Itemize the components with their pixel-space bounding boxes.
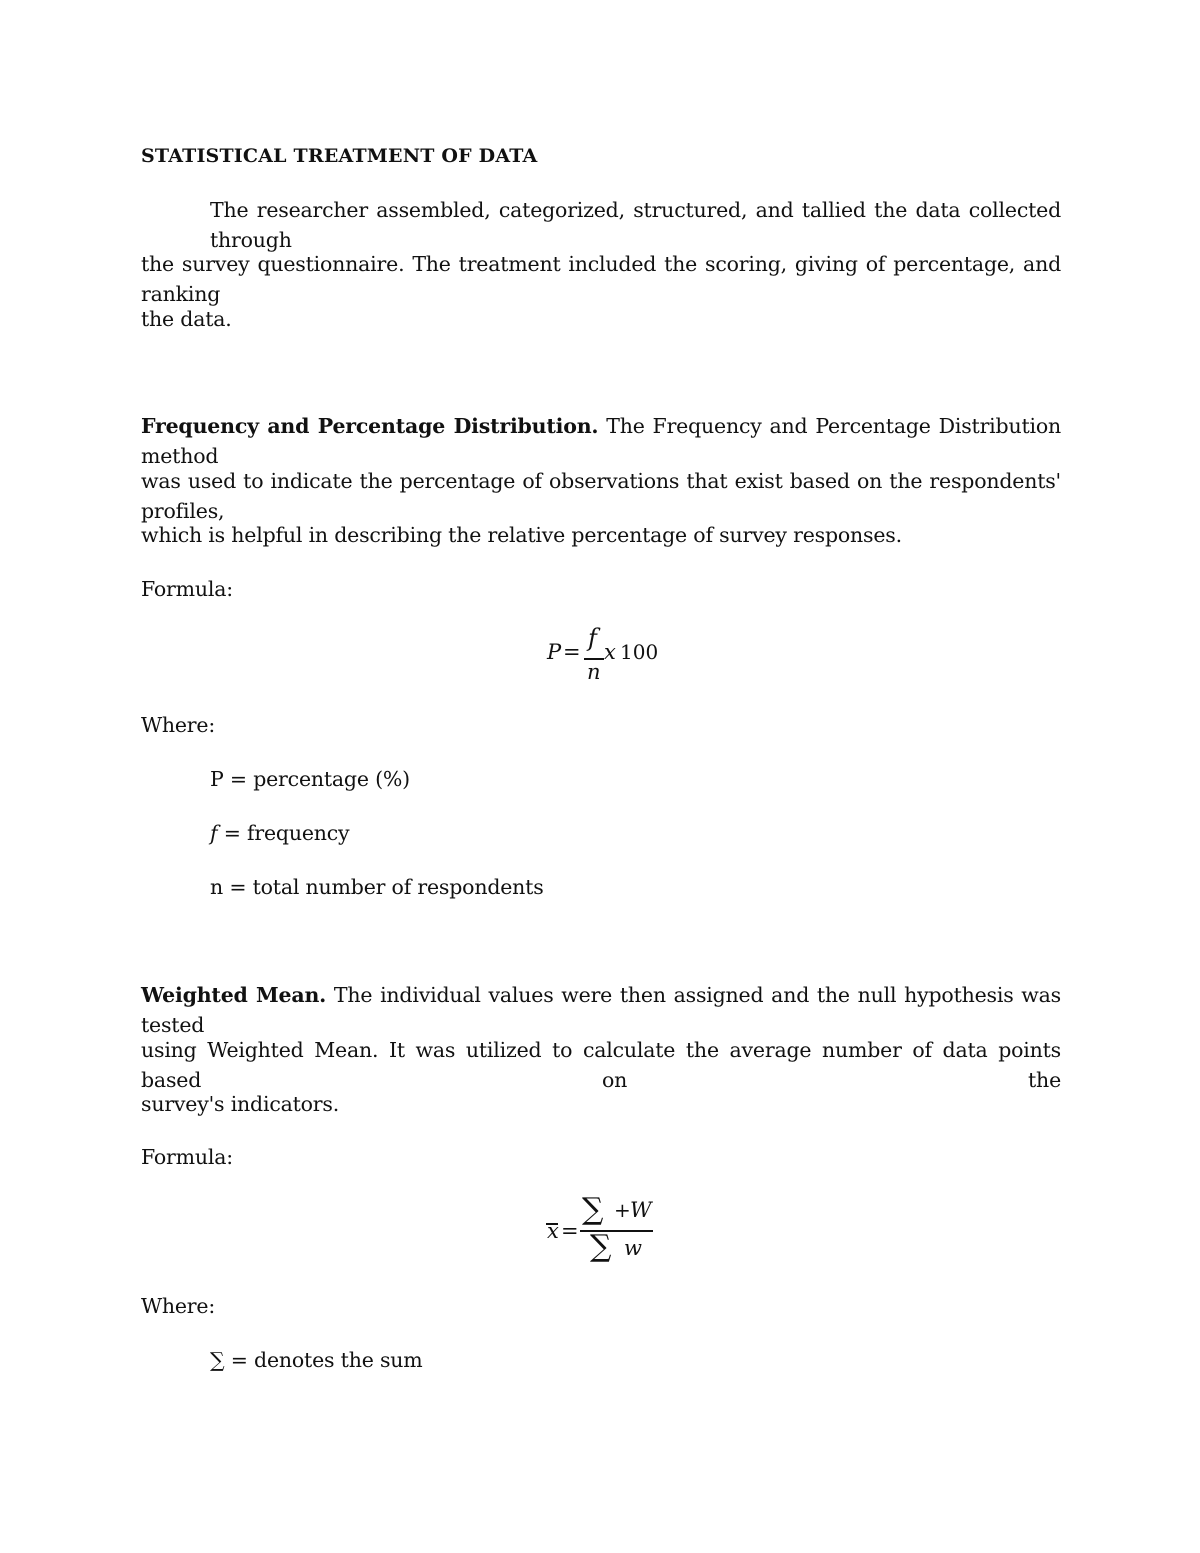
intro-line-2: the survey questionnaire. The treatment included the scoring, giving of percentage, and ranking bbox=[141, 252, 1061, 306]
sum-icon: ∑ bbox=[590, 1229, 612, 1264]
formula-constant: 100 bbox=[620, 640, 659, 664]
definition-n bbox=[210, 872, 1130, 902]
definition-symbol: ∑ bbox=[210, 1348, 225, 1372]
weighted-paragraph-line-2: using Weighted Mean. It was utilized to calculate the average number of data points based on the bbox=[141, 1038, 1061, 1092]
definition-symbol: f bbox=[210, 821, 218, 845]
weighted-heading: Weighted Mean. bbox=[141, 983, 327, 1007]
frequency-paragraph-line-1 bbox=[141, 411, 1061, 471]
definition-text: = percentage (%) bbox=[223, 767, 410, 791]
sum-icon: ∑ bbox=[582, 1192, 604, 1227]
formula-bottom-variable: w bbox=[624, 1236, 642, 1260]
frequency-paragraph-line-3: which is helpful in describing the relative percentage of survey responses. bbox=[141, 523, 902, 547]
definition-text: = frequency bbox=[217, 821, 350, 845]
definition-symbol: n bbox=[210, 875, 224, 899]
formula-lhs-x: x bbox=[547, 1219, 559, 1243]
formula-lhs-p: P bbox=[547, 640, 562, 664]
definition-symbol: P bbox=[210, 767, 224, 791]
weighted-paragraph-line-3: survey's indicators. bbox=[141, 1092, 340, 1116]
definition-f bbox=[210, 818, 1130, 848]
frequency-line-1-text: The Frequency and Percentage Distribution method bbox=[141, 414, 1061, 468]
formula-equals: = bbox=[561, 1219, 579, 1243]
intro-line-3: the data. bbox=[141, 307, 232, 331]
formula-plus: + bbox=[614, 1198, 631, 1222]
weighted-line-1-text: The individual values were then assigned and the null hypothesis was tested bbox=[141, 983, 1061, 1037]
weighted-paragraph-line-1 bbox=[141, 980, 1061, 1040]
frequency-where-label: Where: bbox=[141, 713, 216, 737]
formula-equals: = bbox=[563, 640, 581, 664]
section-title: STATISTICAL TREATMENT OF DATA bbox=[141, 145, 538, 167]
definition-text: = denotes the sum bbox=[224, 1348, 423, 1372]
weighted-where-label: Where: bbox=[141, 1294, 216, 1318]
definition-sum bbox=[210, 1345, 1130, 1375]
formula-times: x bbox=[604, 640, 616, 664]
definition-text: = total number of respondents bbox=[223, 875, 544, 899]
formula-top-variable: W bbox=[630, 1198, 652, 1222]
formula-denominator-n: n bbox=[587, 660, 601, 684]
formula-numerator-f: f bbox=[588, 624, 597, 652]
weighted-formula-label: Formula: bbox=[141, 1145, 233, 1169]
frequency-formula-label: Formula: bbox=[141, 577, 233, 601]
definition-p bbox=[210, 764, 1130, 794]
frequency-paragraph-line-2: was used to indicate the percentage of observations that exist based on the respondents' profiles, bbox=[141, 469, 1061, 523]
frequency-heading: Frequency and Percentage Distribution. bbox=[141, 414, 599, 438]
intro-line-1: The researcher assembled, categorized, structured, and tallied the data collected through bbox=[210, 198, 1061, 252]
